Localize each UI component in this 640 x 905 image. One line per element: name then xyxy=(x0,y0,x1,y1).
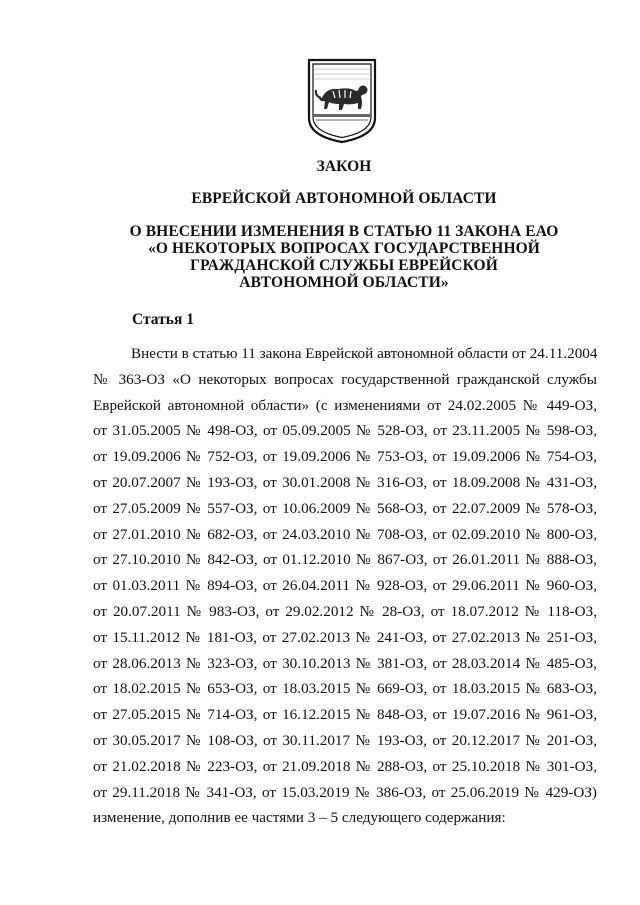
body-line: от 27.10.2010 № 842-ОЗ, от 01.12.2010 № 867-ОЗ, от 26.01.2011 № 888-ОЗ, xyxy=(93,551,597,569)
body-line: изменение, дополнив ее частями 3 – 5 следующего содержания: xyxy=(93,809,506,827)
region-emblem xyxy=(306,56,378,144)
region-title: ЕВРЕЙСКОЙ АВТОНОМНОЙ ОБЛАСТИ xyxy=(191,190,497,207)
body-line: от 20.07.2011 № 983-ОЗ, от 29.02.2012 № 28-ОЗ, от 18.07.2012 № 118-ОЗ, xyxy=(93,602,597,620)
body-line: от 01.03.2011 № 894-ОЗ, от 26.04.2011 № 928-ОЗ, от 29.06.2011 № 960-ОЗ, xyxy=(93,577,597,595)
law-subject-line: ГРАЖДАНСКОЙ СЛУЖБЫ ЕВРЕЙСКОЙ xyxy=(190,257,498,274)
body-line: от 21.02.2018 № 223-ОЗ, от 21.09.2018 № 288-ОЗ, от 25.10.2018 № 301-ОЗ, xyxy=(93,757,597,775)
tiger-emblem-icon xyxy=(306,56,378,144)
law-subject xyxy=(24,223,640,291)
law-subject-line: «О НЕКОТОРЫХ ВОПРОСАХ ГОСУДАРСТВЕННОЙ xyxy=(148,240,540,257)
body-line: от 18.02.2015 № 653-ОЗ, от 18.03.2015 № 669-ОЗ, от 18.03.2015 № 683-ОЗ, xyxy=(93,680,597,698)
body-line: от 29.11.2018 № 341-ОЗ, от 15.03.2019 № 386-ОЗ, от 25.06.2019 № 429-ОЗ) xyxy=(93,783,597,801)
body-line: от 15.11.2012 № 181-ОЗ, от 27.02.2013 № 241-ОЗ, от 27.02.2013 № 251-ОЗ, xyxy=(93,628,597,646)
law-title: ЗАКОН xyxy=(316,158,372,175)
law-subject-line: О ВНЕСЕНИИ ИЗМЕНЕНИЯ В СТАТЬЮ 11 ЗАКОНА ЕАО xyxy=(129,223,559,240)
body-line: от 30.05.2017 № 108-ОЗ, от 30.11.2017 № 193-ОЗ, от 20.12.2017 № 201-ОЗ, xyxy=(93,731,597,749)
body-line: от 31.05.2005 № 498-ОЗ, от 05.09.2005 № 528-ОЗ, от 23.11.2005 № 598-ОЗ, xyxy=(93,422,597,440)
body-line: от 28.06.2013 № 323-ОЗ, от 30.10.2013 № 381-ОЗ, от 28.03.2014 № 485-ОЗ, xyxy=(93,654,597,672)
body-line: от 27.05.2015 № 714-ОЗ, от 16.12.2015 № 848-ОЗ, от 19.07.2016 № 961-ОЗ, xyxy=(93,706,597,724)
article-body xyxy=(93,341,597,831)
body-line: от 27.01.2010 № 682-ОЗ, от 24.03.2010 № 708-ОЗ, от 02.09.2010 № 800-ОЗ, xyxy=(93,525,597,543)
body-line: от 27.05.2009 № 557-ОЗ, от 10.06.2009 № 568-ОЗ, от 22.07.2009 № 578-ОЗ, xyxy=(93,499,597,517)
body-line: Внести в статью 11 закона Еврейской автономной области от 24.11.2004 xyxy=(131,345,597,362)
body-line: Еврейской автономной области» (с изменениями от 24.02.2005 № 449-ОЗ, xyxy=(93,396,597,414)
law-subject-line: АВТОНОМНОЙ ОБЛАСТИ» xyxy=(239,274,449,291)
article-title: Статья 1 xyxy=(132,311,194,328)
body-line: № 363-ОЗ «О некоторых вопросах государственной гражданской службы xyxy=(93,370,597,388)
body-line: от 19.09.2006 № 752-ОЗ, от 19.09.2006 № 753-ОЗ, от 19.09.2006 № 754-ОЗ, xyxy=(93,448,597,466)
body-line: от 20.07.2007 № 193-ОЗ, от 30.01.2008 № 316-ОЗ, от 18.09.2008 № 431-ОЗ, xyxy=(93,473,597,491)
